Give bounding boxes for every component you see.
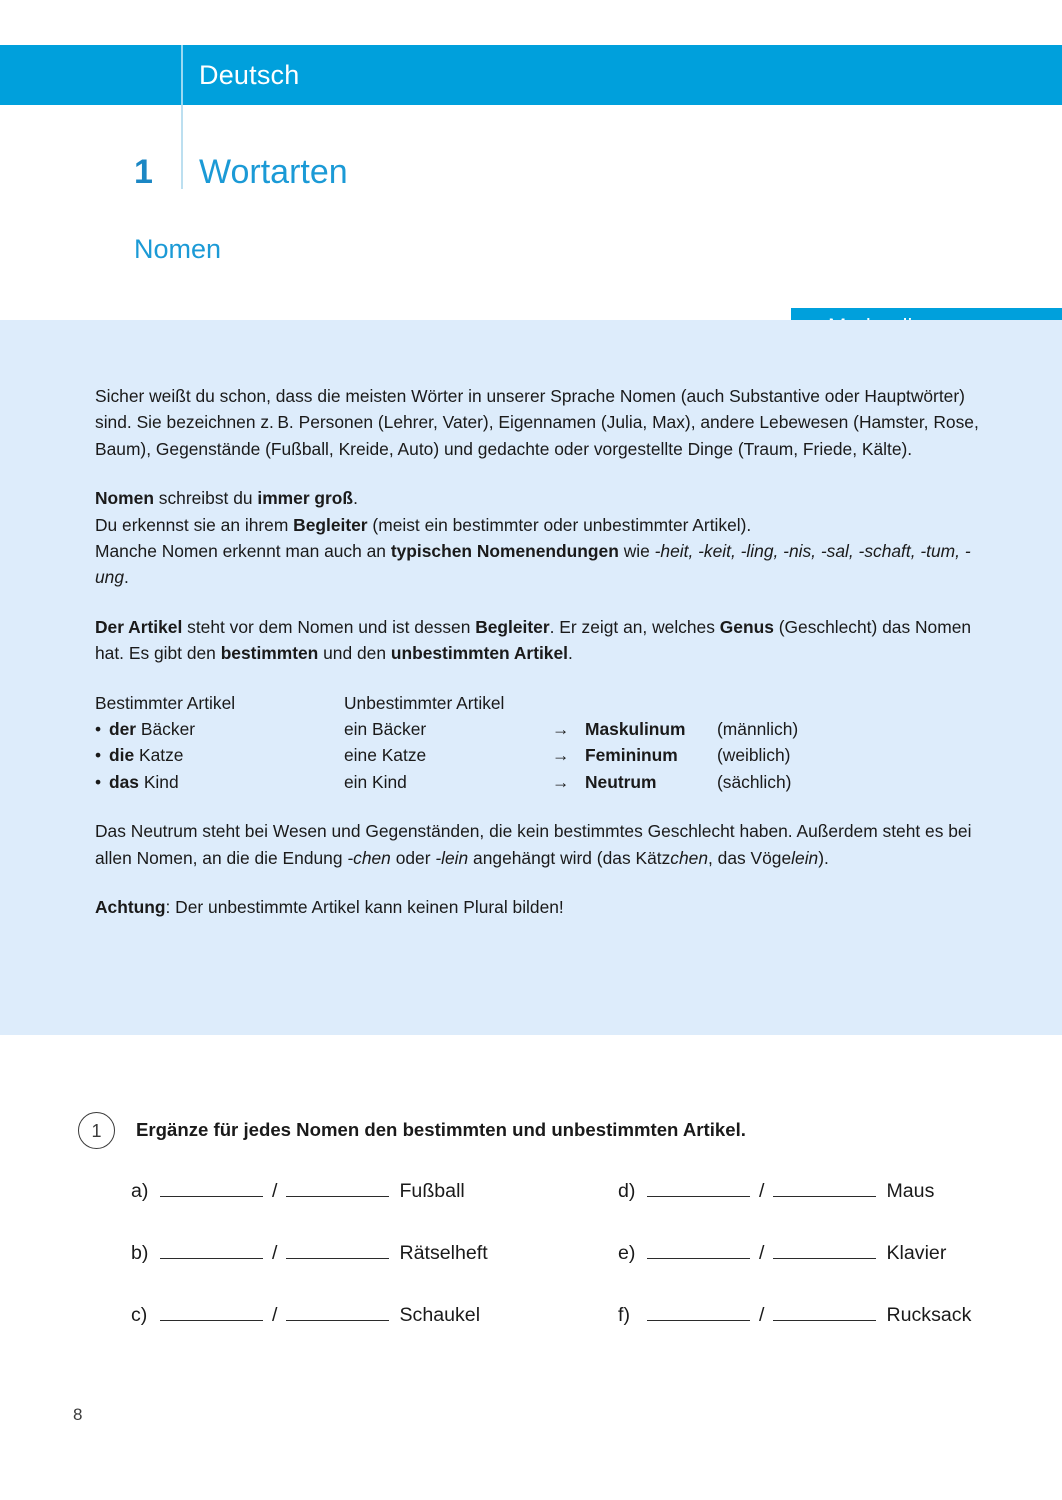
rules-text-5: Manche Nomen erkennt man auch an [95,541,391,562]
rules-bold-nomen: Nomen [95,488,154,509]
bullet-icon: • [95,745,102,766]
rules-text-6: wie [618,541,655,562]
chapter-title: Wortarten [199,153,348,191]
indefinite-cell: ein Kind [344,771,407,792]
blank-separator: / [759,1304,765,1326]
definite-article: die [109,745,135,766]
info-paragraph-achtung [95,894,985,920]
arrow-icon: → [552,719,570,740]
rules-text-1: schreibst du [153,488,258,509]
artikel-bold-begleiter: Begleiter [475,616,550,637]
indefinite-article-blank[interactable] [773,1178,876,1197]
section-title: Nomen [134,234,222,264]
blank-separator: / [759,1180,765,1202]
intro-text: Sicher weißt du schon, dass die meisten Wörter in unserer Sprache Nomen (auch Substantive oder Hauptwörter) sind. Sie bezeichnen z. B. Personen (Lehrer, Vater), Eigennamen (Julia, Max), andere Lebewesen (Hamster, Rose, Baum), Gegenstände (Fußball, Kreide, Auto) und gedachte oder vorgestellte Dinge (Traum, Friede, Kälte). [95,386,979,459]
info-paragraph-intro [95,383,985,462]
rules-bold-endungen: typischen Nomenendungen [390,541,619,562]
genus-label: Neutrum [585,771,657,792]
artikel-bold-bestimmten: bestimmten [220,643,319,664]
neutrum-text-4: , das Vöge [708,847,792,868]
item-letter: a) [131,1180,149,1202]
genus-label: Femininum [585,745,678,766]
blank-separator: / [272,1242,278,1264]
exercise-item [131,1178,488,1240]
rules-text-2: . [353,488,358,509]
definite-article-blank[interactable] [160,1302,263,1321]
indefinite-article-blank[interactable] [286,1240,389,1259]
gloss-cell: (sächlich) [717,771,792,792]
exercise-number-badge: 1 [78,1112,115,1149]
item-noun: Rucksack [886,1304,972,1326]
artikel-bold-derartikel: Der Artikel [95,616,183,637]
artikel-text-5: . [568,643,573,664]
neutrum-text-5: ). [818,847,829,868]
subject-header-bar [0,45,1062,105]
indefinite-article-blank[interactable] [773,1302,876,1321]
neutrum-text-1: Das Neutrum steht bei Wesen und Gegenständen, die kein bestimmtes Geschlecht haben. Außerdem steht es bei allen Nomen, an die die Endung [95,821,972,868]
merke-dir-content [95,383,985,921]
neutrum-text-2: oder [390,847,436,868]
neutrum-italic-lein-2: lein [791,847,819,868]
item-noun: Rätselheft [399,1242,488,1264]
achtung-text: : Der unbestimmte Artikel kann keinen Plural bilden! [165,897,564,918]
definite-noun: Kind [143,771,179,792]
artikel-text-2: . Er zeigt an, welches [549,616,720,637]
item-noun: Klavier [886,1242,947,1264]
page-number: 8 [73,1405,83,1424]
info-paragraph-neutrum [95,818,985,871]
genus-cell [585,769,717,795]
rules-text-4: (meist ein bestimmter oder unbestimmter Artikel). [367,514,752,535]
genus-cell [585,742,717,768]
rules-bold-begleiter: Begleiter [293,514,368,535]
info-paragraph-artikel [95,614,985,667]
artikel-bold-unbestimmten: unbestimmten Artikel [390,643,568,664]
indefinite-article-blank[interactable] [286,1178,389,1197]
article-examples-table [95,690,985,796]
rules-text-7: . [124,567,129,588]
definite-noun: Bäcker [140,719,196,740]
item-noun: Schaukel [399,1304,481,1326]
item-noun: Fußball [399,1180,465,1202]
indefinite-article-blank[interactable] [773,1240,876,1259]
genus-label: Maskulinum [585,719,686,740]
chapter-number: 1 [134,153,153,191]
definite-article: das [109,771,139,792]
definite-cell [95,742,344,768]
artikel-text-1: steht vor dem Nomen und ist dessen [182,616,476,637]
chapter-heading-divider [181,105,183,189]
exercise-column-left [131,1178,488,1364]
item-letter: e) [618,1242,636,1264]
exercise-instruction: Ergänze für jedes Nomen den bestimmten und unbestimmten Artikel. [136,1119,746,1140]
artikel-text-4: und den [318,643,391,664]
blank-separator: / [272,1180,278,1202]
indefinite-cell: ein Bäcker [344,719,427,740]
definite-cell [95,716,344,742]
definite-article-blank[interactable] [160,1240,263,1259]
gloss-cell: (männlich) [717,719,799,740]
exercise-item [131,1240,488,1302]
article-table-row [95,769,985,795]
subject-title: Deutsch [199,60,300,90]
definite-article: der [109,719,137,740]
blank-separator: / [759,1242,765,1264]
arrow-icon: → [552,771,570,792]
neutrum-italic-lein: -lein [435,847,469,868]
info-paragraph-rules [95,485,985,591]
indefinite-article-blank[interactable] [286,1302,389,1321]
item-letter: b) [131,1242,149,1264]
item-letter: d) [618,1180,636,1202]
neutrum-italic-chen-2: chen [670,847,708,868]
achtung-bold: Achtung [95,897,166,918]
subject-header-divider [181,45,183,105]
item-letter: f) [618,1304,630,1326]
bullet-icon: • [95,771,102,792]
artikel-bold-genus: Genus [719,616,774,637]
rules-bold-immergross: immer groß [257,488,354,509]
bullet-icon: • [95,719,102,740]
merke-dir-info-box [0,320,1062,1035]
article-table-row [95,742,985,768]
arrow-icon: → [552,745,570,766]
article-table-row [95,716,985,742]
neutrum-italic-chen: -chen [347,847,391,868]
exercise-column-right [618,1178,971,1364]
exercise-item [131,1302,488,1364]
indefinite-cell: eine Katze [344,745,427,766]
definite-article-blank[interactable] [647,1178,750,1197]
exercise-item [618,1178,971,1240]
definite-cell [95,769,344,795]
artikel-text-3: (Geschlecht) das Nomen hat. Es gibt den [95,616,972,664]
exercise-item [618,1302,971,1364]
header-definite: Bestimmter Artikel [95,692,236,713]
definite-article-blank[interactable] [647,1302,750,1321]
item-letter: c) [131,1304,148,1326]
definite-article-blank[interactable] [160,1178,263,1197]
rules-text-3: Du erkennst sie an ihrem [95,514,294,535]
header-indefinite: Unbestimmter Artikel [344,692,505,713]
exercise-item [618,1240,971,1302]
neutrum-text-3: angehängt wird (das Kätz [468,847,671,868]
gloss-cell: (weiblich) [717,745,791,766]
definite-article-blank[interactable] [647,1240,750,1259]
rules-italic-suffixes: -heit, -keit, -ling, -nis, -sal, -schaft, -tum, -ung [95,541,971,588]
article-table-header-row [95,690,985,716]
blank-separator: / [272,1304,278,1326]
genus-cell [585,716,717,742]
item-noun: Maus [886,1180,935,1202]
definite-noun: Katze [138,745,184,766]
